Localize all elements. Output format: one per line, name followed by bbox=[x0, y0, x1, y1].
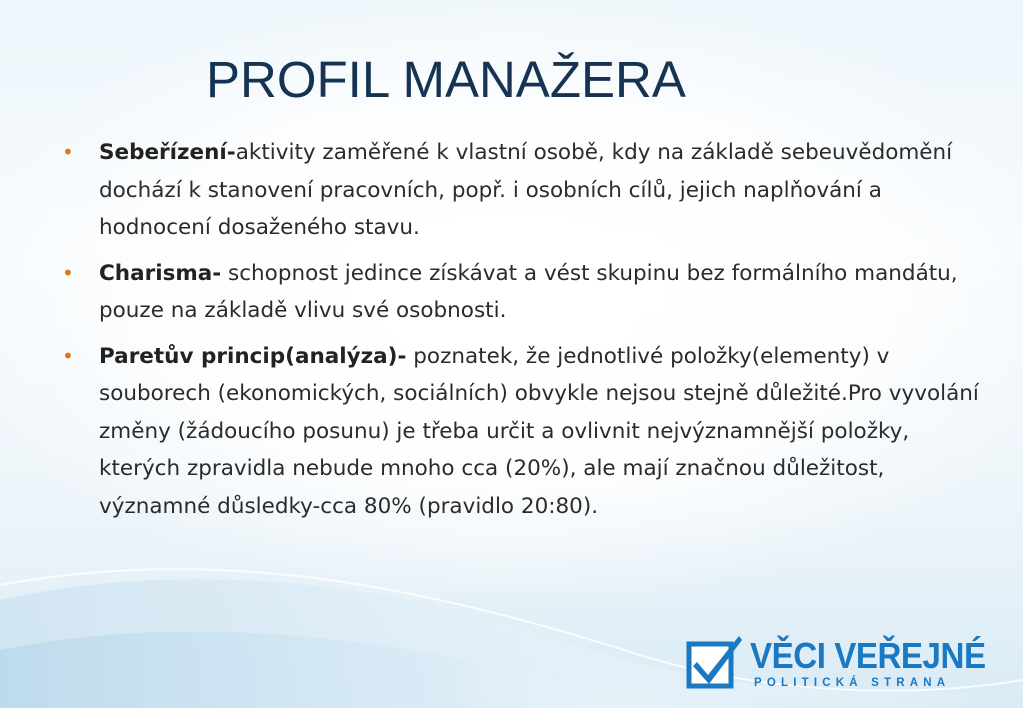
logo-name: VĚCI VEŘEJNÉ bbox=[750, 635, 986, 676]
bullet-term: Sebeřízení- bbox=[99, 140, 236, 165]
bullet-text: schopnost jedince získávat a vést skupinu bez formálního mandátu, pouze na základě vlivu své osobnosti. bbox=[99, 260, 958, 323]
bullet-text: poznatek, že jednotlivé položky(elementy) v souborech (ekonomických, sociálních) obvykle nejsou stejně důležité.Pro vyvolání změny (žádoucího posunu) je třeba určit a ovlivnit nejvýznamnější položky, kterých zpravidla nebude mnoho cca (20%), ale mají značnou důležitost, významné důsledky-cca 80% (pravidlo 20:80). bbox=[99, 343, 979, 519]
checkbox-check-icon bbox=[686, 632, 744, 692]
slide-title: PROFIL MANAŽERA bbox=[206, 51, 686, 108]
bullet-icon: • bbox=[62, 260, 74, 285]
party-logo bbox=[686, 632, 1001, 696]
bullet-icon: • bbox=[62, 343, 74, 368]
list-item bbox=[62, 134, 982, 247]
list-item bbox=[62, 338, 982, 526]
bullet-icon: • bbox=[62, 140, 74, 164]
bullet-list bbox=[62, 134, 982, 533]
bullet-term: Charisma- bbox=[99, 260, 222, 286]
list-item bbox=[62, 255, 982, 330]
bullet-text: aktivity zaměřené k vlastní osobě, kdy na základě sebeuvědomění dochází k stanovení pracovních, popř. i osobních cílů, jejich naplňování a hodnocení dosaženého stavu. bbox=[99, 140, 953, 240]
bullet-term: Paretův princip(analýza)- bbox=[99, 343, 407, 369]
logo-subtitle: POLITICKÁ STRANA bbox=[754, 677, 951, 689]
